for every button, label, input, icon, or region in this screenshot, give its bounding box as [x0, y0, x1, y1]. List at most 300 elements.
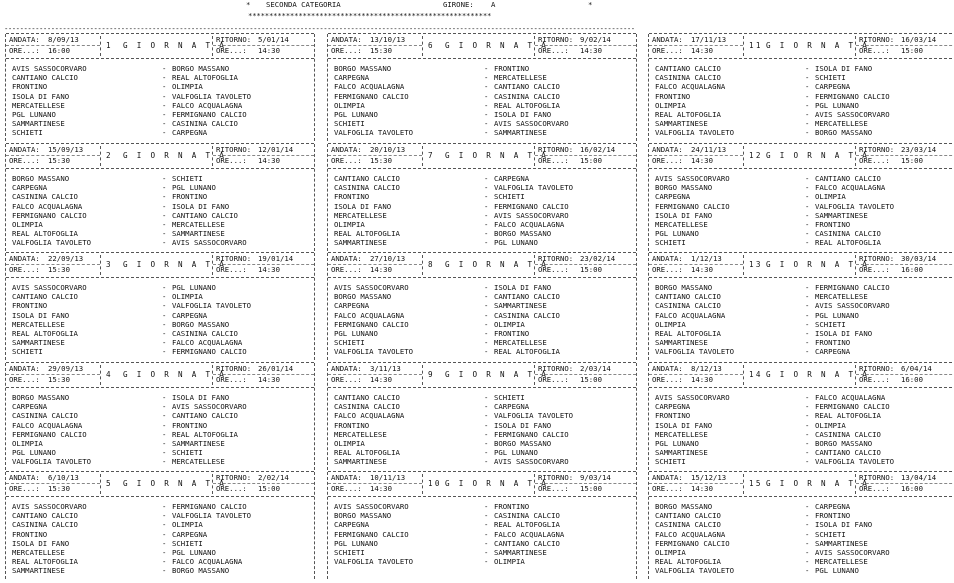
home-team: FALCO ACQUALAGNA	[655, 529, 726, 539]
header-midline-right	[856, 374, 954, 375]
match-row	[334, 202, 632, 211]
match-separator: -	[162, 529, 167, 539]
ritorno-label: RITORNO:	[859, 473, 895, 482]
away-team: CARPEGNA	[815, 82, 851, 92]
header-midline-right	[856, 483, 954, 484]
andata-label: ANDATA:	[331, 145, 362, 154]
round-block-11	[647, 33, 954, 141]
andata-date: 8/12/13	[691, 364, 722, 373]
header-dashes-row: ------------------------------------------------------------------------------------------------------------------------------------------------------------------	[4, 24, 635, 33]
match-row	[655, 101, 953, 110]
match-separator: -	[805, 310, 810, 320]
round-header	[328, 362, 636, 388]
ritorno-time: 14:30	[258, 265, 280, 274]
away-team: BORGO MASSANO	[815, 128, 873, 138]
home-team: SCHIETI	[655, 238, 686, 248]
giornata-label: G I O R N A T A	[766, 151, 870, 160]
match-row	[12, 530, 310, 539]
match-separator: -	[162, 192, 167, 202]
match-list	[12, 283, 310, 357]
match-row	[12, 520, 310, 529]
match-separator: -	[484, 420, 489, 430]
match-list	[655, 64, 953, 138]
match-row	[12, 283, 310, 292]
home-team: OLIMPIA	[334, 100, 365, 110]
away-team: SAMMARTINESE	[494, 301, 547, 311]
away-team: MERCATELLESE	[815, 292, 868, 302]
andata-ore-label: ORE...:	[652, 375, 683, 384]
away-team: CARPEGNA	[172, 529, 208, 539]
match-separator: -	[484, 411, 489, 421]
ritorno-time: 14:30	[258, 375, 280, 384]
match-row	[655, 439, 953, 448]
header-midline-right	[535, 374, 636, 375]
round-block-5	[4, 471, 316, 579]
home-team: SCHIETI	[12, 347, 43, 357]
match-list	[334, 64, 632, 138]
match-separator: -	[805, 319, 810, 329]
away-team: ISOLA DI FANO	[172, 201, 230, 211]
match-row	[655, 557, 953, 566]
home-team: CASININA CALCIO	[12, 411, 78, 421]
match-list	[334, 283, 632, 357]
round-number: 8	[428, 260, 435, 269]
match-separator: -	[805, 529, 810, 539]
match-row	[12, 202, 310, 211]
match-separator: -	[484, 310, 489, 320]
home-team: FALCO ACQUALAGNA	[334, 82, 405, 92]
match-separator: -	[484, 347, 489, 357]
home-team: MERCATELLESE	[12, 319, 65, 329]
ritorno-ore-label: ORE...:	[216, 375, 247, 384]
ritorno-label: RITORNO:	[538, 145, 574, 154]
match-list	[655, 174, 953, 248]
match-list	[655, 283, 953, 357]
round-number: 11	[749, 41, 763, 50]
away-team: VALFOGLIA TAVOLETO	[172, 301, 252, 311]
header-midline-left	[328, 264, 422, 265]
header-midline-left	[6, 483, 100, 484]
header-divider-right	[534, 36, 535, 56]
away-team: BORGO MASSANO	[172, 319, 230, 329]
home-team: ISOLA DI FANO	[12, 538, 70, 548]
match-row	[12, 128, 310, 137]
match-row	[655, 183, 953, 192]
away-team: AVIS SASSOCORVARO	[494, 210, 569, 220]
match-row	[655, 283, 953, 292]
away-team: MERCATELLESE	[494, 338, 547, 348]
away-team: FALCO ACQUALAGNA	[815, 183, 886, 193]
header-divider-right	[855, 474, 856, 494]
home-team: CANTIANO CALCIO	[655, 64, 721, 73]
match-row	[334, 301, 632, 310]
header-divider-right	[534, 255, 535, 275]
ritorno-label: RITORNO:	[859, 35, 895, 44]
match-row	[12, 174, 310, 183]
round-number: 12	[749, 151, 763, 160]
round-number: 13	[749, 260, 763, 269]
home-team: FALCO ACQUALAGNA	[12, 420, 83, 430]
match-separator: -	[484, 520, 489, 530]
andata-ore-label: ORE...:	[9, 46, 40, 55]
away-team: REAL ALTOFOGLIA	[172, 73, 238, 83]
ritorno-label: RITORNO:	[216, 364, 252, 373]
away-team: PGL LUNANO	[172, 183, 216, 193]
match-row	[12, 539, 310, 548]
match-row	[12, 192, 310, 201]
match-separator: -	[162, 338, 167, 348]
match-row	[12, 402, 310, 411]
away-team: SAMMARTINESE	[172, 438, 225, 448]
round-block-14	[647, 362, 954, 470]
home-team: CASININA CALCIO	[655, 73, 721, 83]
match-separator: -	[162, 438, 167, 448]
away-team: CASININA CALCIO	[815, 429, 881, 439]
match-separator: -	[805, 393, 810, 402]
home-team: BORGO MASSANO	[655, 502, 713, 511]
match-separator: -	[162, 301, 167, 311]
match-row	[655, 502, 953, 511]
andata-label: ANDATA:	[9, 35, 40, 44]
match-separator: -	[805, 192, 810, 202]
match-separator: -	[484, 547, 489, 557]
giornata-label: G I O R N A T A	[445, 260, 549, 269]
match-separator: -	[805, 201, 810, 211]
away-team: FALCO ACQUALAGNA	[494, 219, 565, 229]
away-team: AVIS SASSOCORVARO	[815, 301, 890, 311]
away-team: PGL LUNANO	[172, 547, 216, 557]
header-divider-right	[212, 365, 213, 385]
match-separator: -	[805, 338, 810, 348]
away-team: AVIS SASSOCORVARO	[815, 547, 890, 557]
andata-time: 14:30	[691, 46, 713, 55]
match-row	[334, 421, 632, 430]
andata-ore-label: ORE...:	[652, 156, 683, 165]
match-separator: -	[484, 292, 489, 302]
andata-time: 14:30	[691, 375, 713, 384]
away-team: OLIMPIA	[815, 192, 846, 202]
match-row	[12, 457, 310, 466]
match-row	[655, 238, 953, 247]
home-team: BORGO MASSANO	[334, 511, 392, 521]
match-separator: -	[805, 183, 810, 193]
round-number: 15	[749, 479, 763, 488]
home-team: CASININA CALCIO	[12, 520, 78, 530]
match-row	[12, 292, 310, 301]
match-row	[655, 393, 953, 402]
ritorno-ore-label: ORE...:	[538, 265, 569, 274]
away-team: FERMIGNANO CALCIO	[494, 201, 569, 211]
home-team: CARPEGNA	[655, 402, 691, 412]
header-divider-left	[100, 365, 101, 385]
header-divider-left	[100, 474, 101, 494]
header-midline-left	[649, 264, 743, 265]
ritorno-ore-label: ORE...:	[538, 46, 569, 55]
andata-label: ANDATA:	[9, 145, 40, 154]
match-separator: -	[484, 128, 489, 138]
ritorno-time: 15:00	[901, 46, 923, 55]
match-row	[12, 557, 310, 566]
ritorno-date: 26/01/14	[258, 364, 294, 373]
match-row	[334, 64, 632, 73]
header-divider-left	[422, 365, 423, 385]
home-team: FRONTINO	[334, 192, 370, 202]
home-team: SCHIETI	[12, 128, 43, 138]
away-team: SCHIETI	[172, 448, 203, 458]
home-team: SAMMARTINESE	[12, 338, 65, 348]
match-separator: -	[805, 411, 810, 421]
andata-date: 13/10/13	[370, 35, 406, 44]
match-list	[12, 174, 310, 248]
match-row	[334, 457, 632, 466]
away-team: FRONTINO	[494, 64, 530, 73]
match-row	[12, 411, 310, 420]
andata-time: 15:30	[48, 265, 70, 274]
match-row	[334, 393, 632, 402]
away-team: PGL LUNANO	[494, 238, 538, 248]
home-team: VALFOGLIA TAVOLETO	[12, 238, 92, 248]
away-team: REAL ALTOFOGLIA	[172, 429, 238, 439]
ritorno-date: 2/02/14	[258, 473, 289, 482]
andata-time: 14:30	[691, 156, 713, 165]
header-midline-left	[6, 374, 100, 375]
match-row	[655, 82, 953, 91]
match-list	[334, 393, 632, 467]
match-separator: -	[162, 82, 167, 92]
andata-time: 15:30	[370, 156, 392, 165]
home-team: SCHIETI	[655, 457, 686, 467]
andata-time: 14:30	[691, 484, 713, 493]
match-row	[334, 530, 632, 539]
header-midline-right	[213, 483, 314, 484]
andata-ore-label: ORE...:	[331, 375, 362, 384]
match-row	[655, 73, 953, 82]
match-row	[334, 511, 632, 520]
away-team: CASININA CALCIO	[494, 91, 560, 101]
match-row	[334, 338, 632, 347]
home-team: FERMIGNANO CALCIO	[12, 210, 87, 220]
header-divider-right	[855, 146, 856, 166]
ritorno-date: 9/03/14	[580, 473, 611, 482]
home-team: REAL ALTOFOGLIA	[12, 229, 78, 239]
header-midline-right	[535, 483, 636, 484]
ritorno-time: 14:30	[580, 46, 602, 55]
match-separator: -	[484, 402, 489, 412]
match-separator: -	[484, 174, 489, 183]
home-team: SAMMARTINESE	[334, 238, 387, 248]
header-midline-left	[328, 374, 422, 375]
match-separator: -	[162, 210, 167, 220]
match-row	[655, 548, 953, 557]
match-list	[12, 393, 310, 467]
ritorno-label: RITORNO:	[216, 254, 252, 263]
round-block-8	[326, 252, 638, 360]
match-separator: -	[162, 229, 167, 239]
away-team: AVIS SASSOCORVARO	[494, 119, 569, 129]
match-separator: -	[162, 457, 167, 467]
home-team: FERMIGNANO CALCIO	[655, 538, 730, 548]
andata-label: ANDATA:	[652, 254, 683, 263]
away-team: REAL ALTOFOGLIA	[494, 347, 560, 357]
ritorno-time: 15:00	[901, 156, 923, 165]
match-separator: -	[805, 328, 810, 338]
match-separator: -	[484, 538, 489, 548]
home-team: CANTIANO CALCIO	[655, 292, 721, 302]
match-row	[12, 320, 310, 329]
round-number: 4	[106, 370, 113, 379]
home-team: VALFOGLIA TAVOLETO	[12, 457, 92, 467]
match-row	[334, 439, 632, 448]
away-team: VALFOGLIA TAVOLETO	[172, 511, 252, 521]
match-separator: -	[805, 347, 810, 357]
home-team: BORGO MASSANO	[655, 283, 713, 292]
home-team: SAMMARTINESE	[655, 119, 708, 129]
home-team: OLIMPIA	[655, 100, 686, 110]
home-team: AVIS SASSOCORVARO	[12, 283, 87, 292]
home-team: BORGO MASSANO	[655, 183, 713, 193]
round-block-1	[4, 33, 316, 141]
home-team: CARPEGNA	[334, 520, 370, 530]
away-team: ISOLA DI FANO	[494, 420, 552, 430]
match-separator: -	[484, 393, 489, 402]
match-row	[655, 64, 953, 73]
match-row	[655, 338, 953, 347]
match-separator: -	[805, 566, 810, 576]
match-row	[655, 211, 953, 220]
ritorno-ore-label: ORE...:	[859, 375, 890, 384]
match-separator: -	[484, 201, 489, 211]
home-team: SCHIETI	[334, 338, 365, 348]
home-team: AVIS SASSOCORVARO	[655, 174, 730, 183]
header-divider-left	[422, 474, 423, 494]
home-team: AVIS SASSOCORVARO	[655, 393, 730, 402]
match-separator: -	[162, 219, 167, 229]
header-midline-left	[649, 483, 743, 484]
andata-date: 10/11/13	[370, 473, 406, 482]
header-divider-right	[212, 36, 213, 56]
match-separator: -	[805, 438, 810, 448]
home-team: REAL ALTOFOGLIA	[12, 328, 78, 338]
match-separator: -	[805, 91, 810, 101]
away-team: AVIS SASSOCORVARO	[172, 238, 247, 248]
match-separator: -	[805, 229, 810, 239]
match-list	[12, 64, 310, 138]
header-divider-left	[422, 146, 423, 166]
girone-value: A	[491, 0, 496, 9]
home-team: ISOLA DI FANO	[655, 420, 713, 430]
match-row	[12, 110, 310, 119]
andata-ore-label: ORE...:	[652, 265, 683, 274]
andata-label: ANDATA:	[652, 473, 683, 482]
header-divider-left	[422, 255, 423, 275]
ritorno-time: 16:00	[901, 375, 923, 384]
ritorno-ore-label: ORE...:	[216, 265, 247, 274]
home-team: FALCO ACQUALAGNA	[12, 201, 83, 211]
match-separator: -	[484, 557, 489, 567]
home-team: CANTIANO CALCIO	[334, 174, 400, 183]
match-separator: -	[162, 100, 167, 110]
andata-date: 3/11/13	[370, 364, 401, 373]
match-separator: -	[805, 82, 810, 92]
home-team: CASININA CALCIO	[655, 520, 721, 530]
match-row	[655, 421, 953, 430]
match-row	[655, 530, 953, 539]
match-row	[334, 92, 632, 101]
home-team: OLIMPIA	[655, 547, 686, 557]
away-team: CARPEGNA	[815, 347, 851, 357]
match-separator: -	[162, 310, 167, 320]
andata-time: 15:30	[48, 156, 70, 165]
match-row	[334, 73, 632, 82]
match-separator: -	[162, 292, 167, 302]
andata-time: 15:30	[370, 46, 392, 55]
match-separator: -	[484, 64, 489, 73]
match-separator: -	[805, 210, 810, 220]
ritorno-ore-label: ORE...:	[859, 484, 890, 493]
round-number: 14	[749, 370, 763, 379]
home-team: PGL LUNANO	[334, 538, 378, 548]
match-separator: -	[484, 73, 489, 83]
round-block-7	[326, 143, 638, 251]
header-divider-left	[422, 36, 423, 56]
match-row	[334, 174, 632, 183]
andata-ore-label: ORE...:	[331, 484, 362, 493]
match-row	[655, 192, 953, 201]
match-separator: -	[162, 502, 167, 511]
home-team: ISOLA DI FANO	[655, 210, 713, 220]
away-team: OLIMPIA	[494, 319, 525, 329]
ritorno-label: RITORNO:	[216, 145, 252, 154]
match-separator: -	[162, 183, 167, 193]
away-team: FALCO ACQUALAGNA	[172, 557, 243, 567]
match-row	[334, 183, 632, 192]
match-row	[334, 347, 632, 356]
andata-date: 29/09/13	[48, 364, 84, 373]
home-team: FALCO ACQUALAGNA	[334, 310, 405, 320]
giornata-label: G I O R N A T A	[123, 151, 227, 160]
away-team: PGL LUNANO	[815, 310, 859, 320]
match-row	[12, 448, 310, 457]
header-divider-left	[743, 365, 744, 385]
andata-time: 15:30	[48, 375, 70, 384]
match-separator: -	[162, 201, 167, 211]
match-row	[334, 557, 632, 566]
home-team: OLIMPIA	[655, 319, 686, 329]
match-separator: -	[162, 566, 167, 576]
match-row	[12, 511, 310, 520]
home-team: AVIS SASSOCORVARO	[334, 283, 409, 292]
away-team: FERMIGNANO CALCIO	[172, 109, 247, 119]
away-team: CARPEGNA	[815, 502, 851, 511]
ritorno-ore-label: ORE...:	[538, 484, 569, 493]
match-separator: -	[162, 174, 167, 183]
round-header	[328, 143, 636, 169]
away-team: MERCATELLESE	[172, 219, 225, 229]
header-midline-left	[328, 45, 422, 46]
header-midline-left	[328, 483, 422, 484]
match-separator: -	[484, 192, 489, 202]
away-team: CASININA CALCIO	[815, 229, 881, 239]
match-separator: -	[805, 100, 810, 110]
match-row	[334, 82, 632, 91]
match-separator: -	[805, 219, 810, 229]
home-team: ISOLA DI FANO	[12, 91, 70, 101]
home-team: PGL LUNANO	[334, 109, 378, 119]
round-header	[6, 33, 314, 59]
header-divider-left	[743, 36, 744, 56]
round-header	[649, 33, 954, 59]
ritorno-label: RITORNO:	[538, 364, 574, 373]
